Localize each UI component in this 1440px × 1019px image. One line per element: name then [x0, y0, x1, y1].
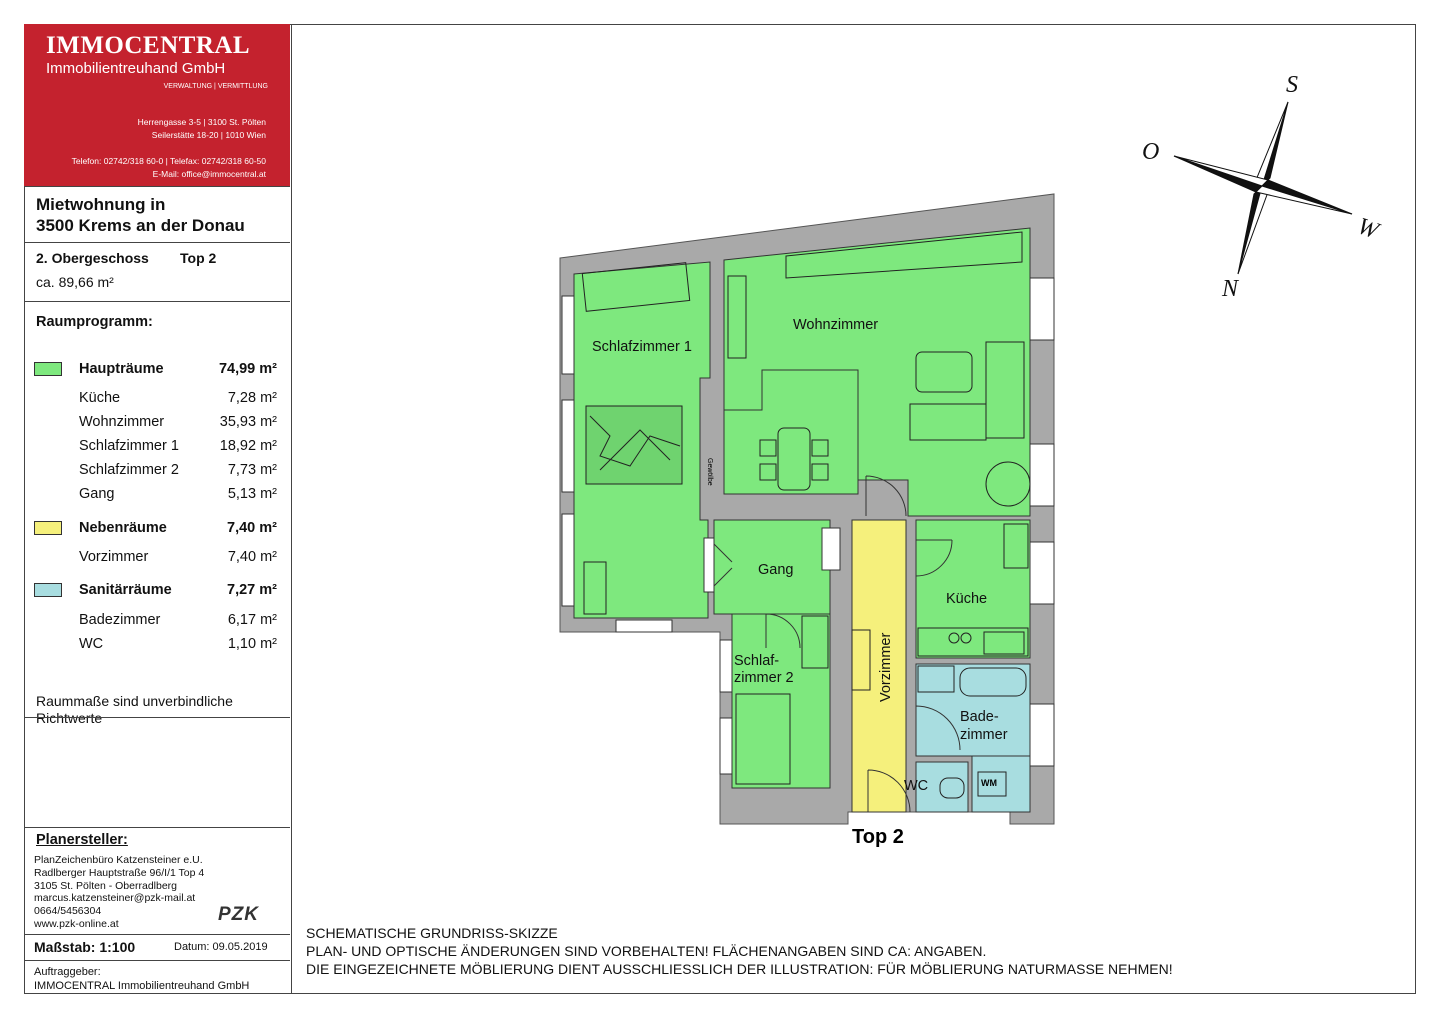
room-name: Vorzimmer: [79, 549, 149, 565]
brand-tagline: VERWALTUNG | VERMITTLUNG: [163, 83, 268, 90]
contact-line: E-Mail: office@immocentral.at: [152, 169, 266, 179]
contact-line: Telefon: 02742/318 60-0 | Telefax: 02742/318 60-50: [71, 156, 266, 166]
compass-needle: [1256, 102, 1288, 186]
label-gang: Gang: [758, 562, 794, 578]
room-area: 5,13 m²: [227, 486, 277, 502]
compass-west: W: [1353, 213, 1382, 245]
note-line: Raummaße sind unverbindliche: [36, 693, 233, 709]
room-area: 6,17 m²: [227, 612, 277, 628]
date-label: Datum: 09.05.2019: [174, 941, 268, 953]
label-schlafzimmer1: Schlafzimmer 1: [592, 339, 692, 355]
label-kueche: Küche: [946, 591, 988, 607]
note-line: Richtwerte: [36, 710, 103, 726]
title-line: 3500 Krems an der Donau: [36, 216, 245, 235]
room-area: 7,73 m²: [227, 462, 277, 478]
category-area: 74,99 m²: [218, 361, 277, 377]
room-name: Küche: [79, 390, 121, 406]
address-line: Seilerstätte 18-20 | 1010 Wien: [151, 130, 266, 140]
planner-line: 3105 St. Pölten - Oberradlberg: [34, 879, 178, 892]
compass-needle: [1174, 156, 1268, 186]
room-name: Schlafzimmer 2: [79, 462, 179, 478]
pzk-logo-text: PZK: [218, 904, 259, 925]
room-area: 7,40 m²: [227, 549, 277, 565]
program-heading: Raumprogramm:: [36, 314, 153, 330]
room-name: Badezimmer: [79, 612, 161, 628]
label-bad-line1: Bade-: [960, 709, 999, 725]
brand-name: IMMOCENTRAL: [46, 32, 251, 59]
room-name: WC: [79, 636, 104, 652]
label-schlafzimmer2-line2: zimmer 2: [734, 670, 794, 686]
category-area: 7,27 m²: [227, 582, 277, 598]
label-bad-line2: zimmer: [960, 727, 1008, 743]
planner-line: Radlberger Hauptstraße 96/I/1 Top 4: [34, 866, 205, 879]
label-schlafzimmer2-line1: Schlaf-: [734, 653, 780, 669]
disclaimer-line: PLAN- UND OPTISCHE ÄNDERUNGEN SIND VORBEHALTEN! FLÄCHENANGABEN SIND CA: ANGABEN.: [306, 943, 987, 959]
planner-heading: Planersteller:: [36, 832, 128, 848]
label-wc: WC: [904, 778, 929, 794]
category-area: 7,40 m²: [227, 520, 277, 536]
category-name: Sanitärräume: [79, 582, 172, 598]
compass-rose: [1142, 72, 1384, 302]
compass-needle: [1262, 180, 1352, 214]
planner-line: 0664/5456304: [34, 905, 102, 918]
planner-line: PlanZeichenbüro Katzensteiner e.U.: [34, 854, 203, 866]
label-gewoelbe: Gewölbe: [706, 458, 713, 486]
compass-north: N: [1222, 276, 1239, 302]
planner-line: marcus.katzensteiner@pzk-mail.at: [34, 892, 196, 905]
floor-label: 2. Obergeschoss: [36, 250, 149, 266]
compass-east: O: [1142, 139, 1160, 165]
room-schlafzimmer2: [732, 614, 830, 788]
address-line: Herrengasse 3-5 | 3100 St. Pölten: [137, 117, 266, 127]
room-area: 35,93 m²: [219, 414, 277, 430]
unit-plan-label: Top 2: [852, 826, 904, 848]
client-name: IMMOCENTRAL Immobilientreuhand GmbH: [34, 980, 250, 992]
room-name: Gang: [79, 486, 115, 502]
brand-subtitle: Immobilientreuhand GmbH: [46, 60, 226, 77]
label-wohnzimmer: Wohnzimmer: [793, 317, 879, 333]
compass-needle: [1256, 186, 1352, 214]
room-area: 1,10 m²: [227, 636, 277, 652]
label-wm: WM: [981, 778, 997, 788]
category-name: Nebenräume: [79, 520, 167, 536]
total-area: ca. 89,66 m²: [36, 274, 114, 290]
category-name: Haupträume: [79, 361, 164, 377]
compass-south: S: [1286, 72, 1298, 98]
room-kueche: [916, 520, 1030, 658]
disclaimer: [306, 924, 1173, 978]
client-label: Auftraggeber:: [34, 966, 101, 978]
room-area: 7,28 m²: [227, 390, 277, 406]
scale-label: Maßstab: 1:100: [34, 939, 136, 955]
planner-line: www.pzk-online.at: [34, 917, 119, 930]
title-line: Mietwohnung in: [36, 195, 166, 214]
room-area: 18,92 m²: [219, 438, 277, 454]
disclaimer-line: SCHEMATISCHE GRUNDRISS-SKIZZE: [306, 925, 558, 941]
unit-label: Top 2: [180, 250, 217, 266]
label-vorzimmer: Vorzimmer: [878, 632, 894, 702]
compass-needle: [1174, 156, 1262, 192]
room-name: Wohnzimmer: [79, 414, 165, 430]
room-name: Schlafzimmer 1: [79, 438, 179, 454]
disclaimer-line: DIE EINGEZEICHNETE MÖBLIERUNG DIENT AUSSCHLIESSLICH DER ILLUSTRATION: FÜR MÖBLIERUNG NATURMASSE NEHMEN!: [306, 961, 1173, 977]
